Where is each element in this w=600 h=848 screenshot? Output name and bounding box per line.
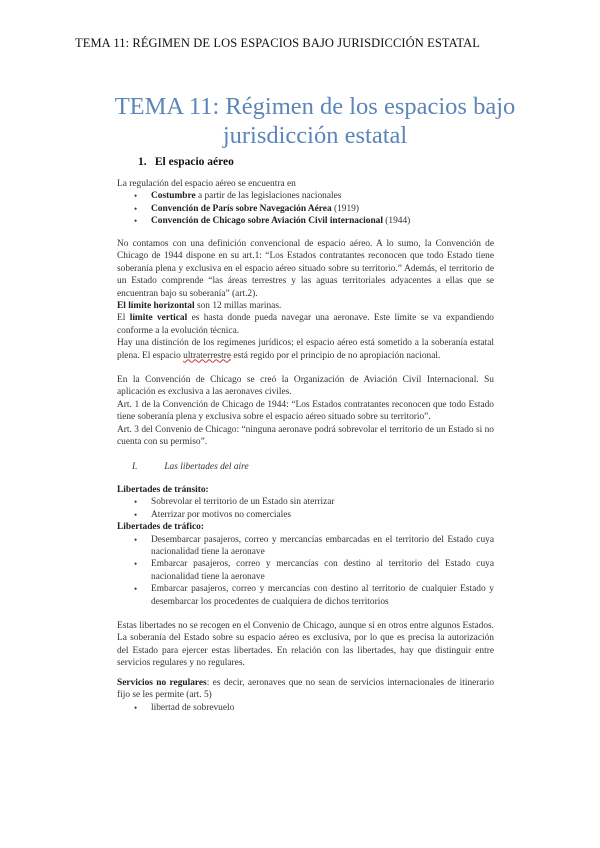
list-item <box>117 203 494 215</box>
paragraph: Estas libertades no se recogen en el Convenio de Chicago, aunque sí en otros entre algunos Estados. La soberanía del Estado sobre su espacio aéreo es exclusiva, por lo que es precisa la autorización del Estado para ejercer estas libertades. En relación con las libertades, hay que distinguir entre servicios regulares y no regulares. <box>117 621 494 669</box>
paragraph <box>117 337 494 362</box>
term: Servicios no regulares <box>117 678 207 688</box>
item-text: Embarcar pasajeros, correo y mercancías con destino al territorio del Estado cuya nacionalidad tiene la aeronave <box>151 559 494 582</box>
vertical-limit <box>117 312 494 337</box>
term-text: : es decir, aeronaves que no sean de servicios internacionales de itinerario fijo se les permite (art. 5) <box>117 678 495 701</box>
section-heading-espacio-aereo <box>138 156 234 168</box>
source-name: Costumbre <box>151 191 196 202</box>
text-run: está regido por el principio de no apropiación nacional. <box>231 350 441 361</box>
paragraph: No contamos con una definición convencional de espacio aéreo. A lo sumo, la Convención de Chicago de 1944 dispone en su art.1: “Los Estados contratantes reconocen que todo Estado tiene soberanía plena y exclusiva en el espacio aéreo situado sobre su territorio.” Además, el territorio de un Estado comprende “las áreas terrestres y las aguas territoriales adyacentes a ellas que se encuentran bajo su soberanía” (art.2). <box>117 239 494 299</box>
nonregular-list <box>117 702 494 714</box>
source-detail: (1944) <box>382 216 411 227</box>
limit-term: límite vertical <box>129 313 188 324</box>
bullet-icon: • <box>134 216 138 227</box>
sources-list <box>117 190 494 227</box>
nonregular-block <box>117 677 494 714</box>
list-item <box>117 215 494 227</box>
source-detail: (1919) <box>331 203 359 214</box>
traffic-list <box>117 534 494 608</box>
item-text: Embarcar pasajeros, correo y mercancías con destino al territorio de cualquier Estado y desembarcar los procedentes de cualquiera de dichos territorios <box>151 584 494 607</box>
source-name: Convención de Chicago sobre Aviación Civil internacional <box>151 216 383 227</box>
paragraph: Art. 1 de la Convención de Chicago de 1944: “Los Estados contratantes reconocen que todo Estado tiene soberanía plena y exclusiva sobre el espacio aéreo situado sobre su territorio”. <box>117 399 494 423</box>
item-text: Desembarcar pasajeros, correo y mercancías embarcadas en el territorio del Estado cuya nacionalidad tiene la aeronave <box>151 534 494 558</box>
bullet-icon: • <box>134 509 138 520</box>
subsection-label: Las libertades del aire <box>164 462 249 472</box>
list-item <box>117 496 494 508</box>
spellcheck-word: ultraterrestre <box>183 350 232 361</box>
sources-block <box>117 178 494 228</box>
section-label: El espacio aéreo <box>154 156 234 168</box>
definition-block <box>117 238 494 362</box>
paragraph: Art. 3 del Convenio de Chicago: “ninguna aeronave podrá sobrevolar el territorio de un Estado si no cuenta con su permiso”. <box>117 424 494 448</box>
source-detail: a partir de las legislaciones nacionales <box>195 191 342 202</box>
list-item <box>117 558 494 583</box>
section-number: 1. <box>138 156 147 168</box>
traffic-label: Libertades de tráfico: <box>117 522 204 533</box>
oaci-block <box>117 374 494 448</box>
horizontal-limit <box>117 300 494 312</box>
bullet-icon: • <box>134 191 138 202</box>
limit-text: son 12 millas marinas. <box>194 301 282 312</box>
paragraph <box>117 677 494 702</box>
list-item <box>117 534 494 559</box>
freedoms-paragraph-block <box>117 620 494 670</box>
intro-text: La regulación del espacio aéreo se encuentra en <box>117 179 296 189</box>
bullet-icon: • <box>134 584 138 595</box>
transit-label: Libertades de tránsito: <box>117 485 209 495</box>
page-header: TEMA 11: RÉGIMEN DE LOS ESPACIOS BAJO JURISDICCIÓN ESTATAL <box>75 36 480 50</box>
subsection-heading <box>132 462 249 472</box>
paragraph: En la Convención de Chicago se creó la Organización de Aviación Civil Internacional. Su aplicación es exclusiva a las aeronaves civiles. <box>117 375 494 398</box>
item-text: Sobrevolar el territorio de un Estado sin aterrizar <box>151 497 335 508</box>
list-item <box>117 190 494 202</box>
bullet-icon: • <box>134 534 138 545</box>
limit-text: es hasta donde pueda navegar una aeronave. Este límite se va expandiendo conforme a la evolución técnica. <box>117 313 494 336</box>
bullet-icon: • <box>134 203 138 214</box>
limit-term: El límite horizontal <box>117 301 195 312</box>
title-line-2: jurisdicción estatal <box>222 122 408 149</box>
source-name: Convención de París sobre Navegación Aérea <box>151 203 332 214</box>
bullet-icon: • <box>134 497 138 508</box>
subsection-number: I. <box>132 462 138 472</box>
bullet-icon: • <box>134 559 138 570</box>
document-title <box>60 92 570 150</box>
transit-list <box>117 496 494 521</box>
item-text: libertad de sobrevuelo <box>151 702 235 713</box>
bullet-icon: • <box>134 702 138 713</box>
list-item <box>117 509 494 521</box>
item-text: Aterrizar por motivos no comerciales <box>151 509 292 520</box>
text-run: Hay una distinción de los regímenes jurídicos; el espacio aéreo está sometido a la soberanía estatal plena. El espacio <box>117 338 494 361</box>
list-item <box>117 583 494 608</box>
title-line-1: TEMA 11: Régimen de los espacios bajo <box>114 93 516 120</box>
freedoms-block <box>117 484 494 608</box>
list-item <box>117 702 494 714</box>
limit-prefix: El <box>117 313 130 324</box>
